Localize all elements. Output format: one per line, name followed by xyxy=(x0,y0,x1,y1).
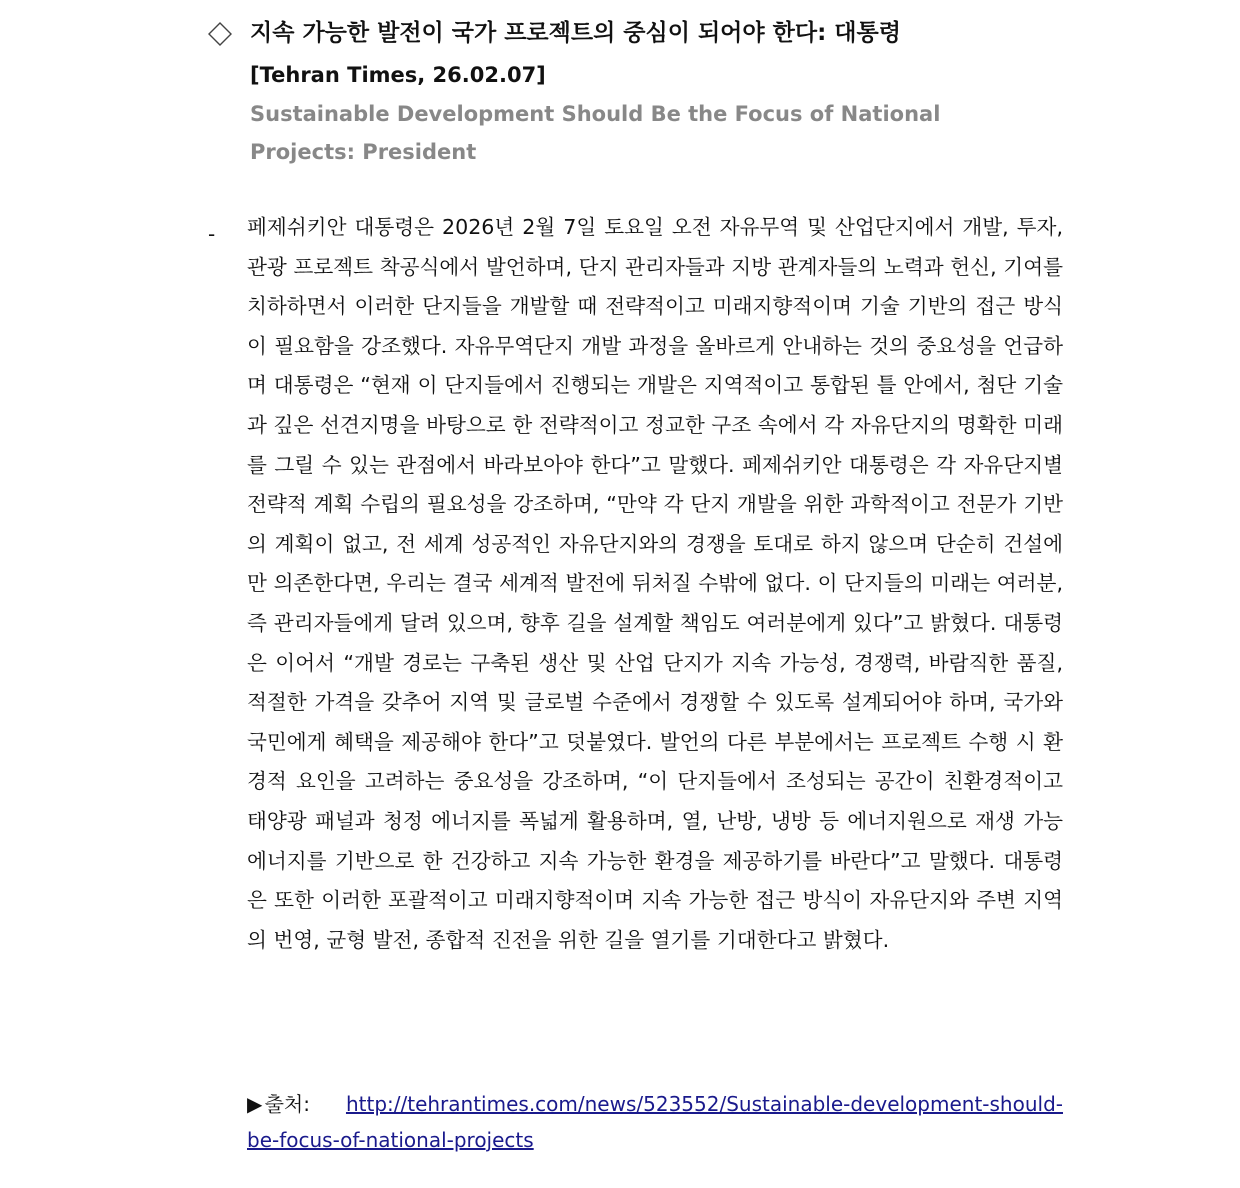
list-dash: - xyxy=(208,222,216,246)
article-body: 페제쉬키안 대통령은 2026년 2월 7일 토요일 오전 자유무역 및 산업단지에서 개발, 투자, 관광 프로젝트 착공식에서 발언하며, 단지 관리자들과 지방 관계자들의 노력과 헌신, 기여를 치하하면서 이러한 단지들을 개발할 때 전략적이고 미래지향적이며 기술 기반의 접근 방식이 필요함을 강조했다. 자유무역단지 개발 과정을 올바르게 안내하는 것의 중요성을 언급하며 대통령은 “현재 이 단지들에서 진행되는 개발은 지역적이고 통합된 틀 안에서, 첨단 기술과 깊은 선견지명을 바탕으로 한 전략적이고 정교한 구조 속에서 각 자유단지의 명확한 미래를 그릴 수 있는 관점에서 바라보아야 한다”고 말했다. 페제쉬키안 대통령은 각 자유단지별 전략적 계획 수립의 필요성을 강조하며, “만약 각 단지 개발을 위한 과학적이고 전문가 기반의 계획이 없고, 전 세계 성공적인 자유단지와의 경쟁을 토대로 하지 않으며 단순히 건설에만 의존한다면, 우리는 결국 세계적 발전에 뒤처질 수밖에 없다. 이 단지들의 미래는 여러분, 즉 관리자들에게 달려 있으며, 향후 길을 설계할 책임도 여러분에게 있다”고 밝혔다. 대통령은 이어서 “개발 경로는 구축된 생산 및 산업 단지가 지속 가능성, 경쟁력, 바람직한 품질, 적절한 가격을 갖추어 지역 및 글로벌 수준에서 경쟁할 수 있도록 설계되어야 하며, 국가와 국민에게 혜택을 제공해야 한다”고 덧붙였다. 발언의 다른 부분에서는 프로젝트 수행 시 환경적 요인을 고려하는 중요성을 강조하며, “이 단지들에서 조성되는 공간이 친환경적이고 태양광 패널과 청정 에너지를 폭넓게 활용하며, 열, 난방, 냉방 등 에너지원으로 재생 가능 에너지를 기반으로 한 건강하고 지속 가능한 환경을 제공하기를 바란다”고 말했다. 대통령은 또한 이러한 포괄적이고 미래지향적이며 지속 가능한 접근 방식이 자유단지와 주변 지역의 번영, 균형 발전, 종합적 진전을 위한 길을 열기를 기대한다고 밝혔다. xyxy=(247,215,1063,952)
article-source: [Tehran Times, 26.02.07] xyxy=(250,63,546,87)
source-link[interactable]: http://tehrantimes.com/news/523552/Sustainable-development-should-be-focus-of-national-projects xyxy=(247,1092,1063,1152)
article-title: 지속 가능한 발전이 국가 프로젝트의 중심이 되어야 한다: 대통령 xyxy=(250,20,901,46)
diamond-bullet-icon xyxy=(208,22,232,46)
english-title: Sustainable Development Should Be the Focus of National Projects: President xyxy=(250,102,941,164)
source-line xyxy=(247,1086,1063,1158)
source-label: ▶출처: xyxy=(247,1092,310,1116)
